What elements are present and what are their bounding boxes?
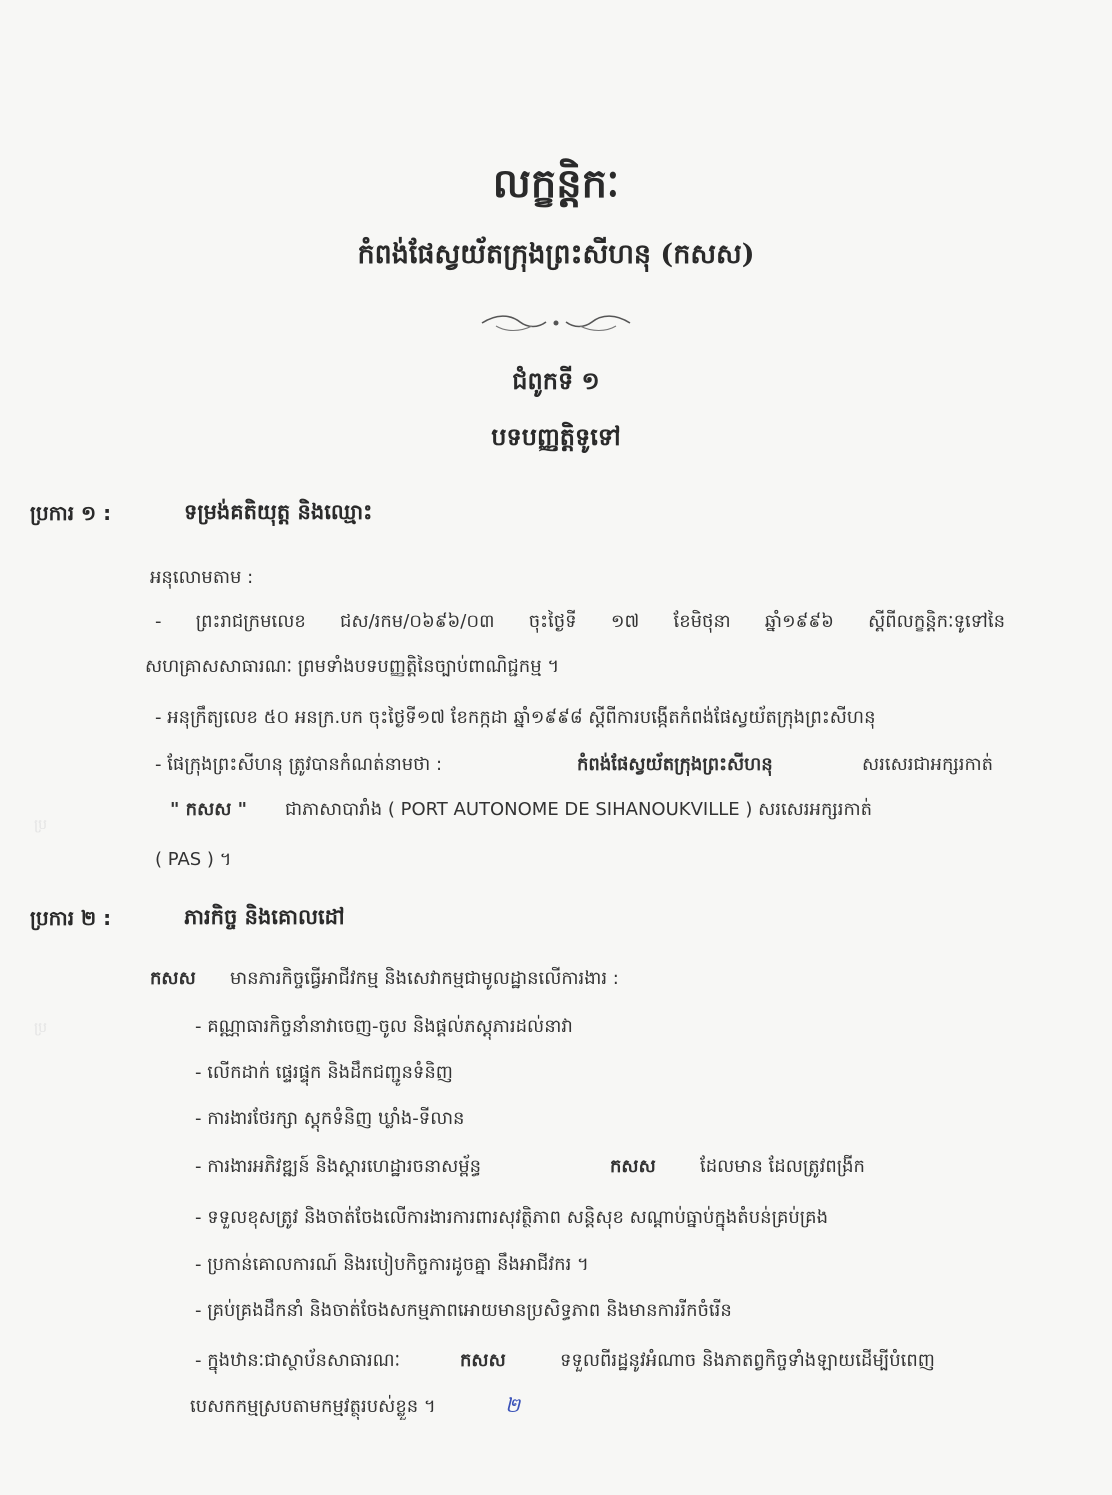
- abbreviation-french: ជាភាសាបារាំង ( PORT AUTONOME DE SIHANOUKVILLE ) សរសេរអក្សរកាត់: [285, 799, 873, 820]
- article-1-item-1-line: - ព្រះរាជក្រមលេខ ជស/រកម/០៦៩៦/០៣ ចុះថ្ងៃទី ១៧ ខែមិថុនា ឆ្នាំ១៩៩៦ ស្តីពីលក្ខន្តិកៈទូទៅនៃ: [155, 611, 1005, 632]
- article-2-item-4-org: កសស: [610, 1156, 656, 1177]
- article-1-naming-prefix: - ផែក្រុងព្រះសីហនុ ត្រូវបានកំណត់នាមថា :: [155, 754, 443, 775]
- article-1-label: ប្រការ ១ :: [30, 501, 112, 525]
- article-2-intro-org: កសស: [150, 968, 196, 989]
- article-2-item-8-line-2: បេសកកម្មស្របតាមកម្មវត្ថុរបស់ខ្លួន ។: [190, 1396, 436, 1417]
- article-1-item-2: - អនុក្រឹត្យលេខ ៥០ អនក្រ.បក ចុះថ្ងៃទី១៧ ខែកក្កដា ឆ្នាំ១៩៩៨ ស្តីពីការបង្កើតកំពង់ផែស្វយ័តក្រុងព្រះសីហនុ: [155, 707, 876, 728]
- bleed-through-mark: ប្រ: [34, 817, 48, 833]
- chapter-title: បទបញ្ញត្តិទូទៅ: [491, 422, 621, 451]
- handwritten-page-number: ២: [505, 1393, 521, 1417]
- article-2-item-4-suffix: ដែលមាន ដែលត្រូវពង្រីក: [700, 1156, 865, 1177]
- article-2-item: - ទទួលខុសត្រូវ និងចាត់ចែងលើការងារការពារសុវត្ថិភាព សន្តិសុខ សណ្តាប់ធ្នាប់ក្នុងតំបន់គ្រប់គ្រង: [195, 1207, 829, 1228]
- bleed-through-mark: ប្រ: [34, 1020, 48, 1036]
- article-2-item-8-suffix: ទទួលពីរដ្ឋនូវអំណាច និងភាតព្វកិច្ចទាំងឡាយដើម្បីបំពេញ: [560, 1350, 935, 1371]
- article-2-item: - គណ្ណាធារកិច្ចនាំនាវាចេញ-ចូល និងផ្តល់ភស្តុភារដល់នាវា: [195, 1016, 573, 1037]
- document-title: លក្ខន្តិកៈ: [492, 160, 620, 207]
- article-2-item: - ការងារថែរក្សា ស្តុកទំនិញ ឃ្លាំង-ទីលាន: [195, 1108, 465, 1129]
- article-1-intro: អនុលោមតាម :: [150, 567, 254, 588]
- article-1-title: ទម្រង់គតិយុត្ត និងឈ្មោះ: [184, 500, 373, 524]
- chapter-number: ជំពូកទី ១: [512, 366, 600, 395]
- article-2-item: - គ្រប់គ្រងដឹកនាំ និងចាត់ចែងសកម្មភាពអោយមានប្រសិទ្ធភាព និងមានការរីកចំរើន: [195, 1300, 732, 1321]
- article-2-item: - លើកដាក់ ផ្ទេរផ្ទុក និងដឹកជញ្ជូនទំនិញ: [195, 1062, 453, 1083]
- abbreviation-pas: ( PAS ) ។: [155, 849, 232, 870]
- document-subtitle: កំពង់ផែស្វយ័តក្រុងព្រះសីហនុ (កសស): [357, 239, 755, 270]
- flourish-icon: [476, 312, 636, 334]
- article-1-naming-suffix: សរសេរជាអក្សរកាត់: [862, 754, 994, 775]
- port-name: កំពង់ផែស្វយ័តក្រុងព្រះសីហនុ: [577, 754, 773, 775]
- article-1-item-1-continued: សហគ្រាសសាធារណៈ ព្រមទាំងបទបញ្ញត្តិនៃច្បាប់ពាណិជ្ជកម្ម ។: [145, 656, 560, 677]
- article-2-item-4-prefix: - ការងារអភិវឌ្ឍន៍ និងស្តារហេដ្ឋារចនាសម្ព័ន្ធ: [195, 1156, 482, 1177]
- article-2-title: ភារកិច្ច និងគោលដៅ: [184, 905, 345, 929]
- article-2-intro-text: មានភារកិច្ចធ្វើអាជីវកម្ម និងសេវាកម្មជាមូលដ្ឋានលើការងារ :: [230, 968, 619, 989]
- ornament-divider-icon: [0, 312, 1112, 338]
- article-2-label: ប្រការ ២ :: [30, 906, 112, 930]
- abbreviation-khmer: " កសស ": [170, 799, 247, 820]
- article-2-item: - ប្រកាន់គោលការណ៍ និងរបៀបកិច្ចការដូចគ្នា នឹងអាជីវករ ។: [195, 1254, 589, 1275]
- article-1-item-1: [155, 609, 1005, 636]
- article-2-item-8-org: កសស: [460, 1350, 506, 1371]
- article-2-item-8-prefix: - ក្នុងឋានៈជាស្ថាប័នសាធារណៈ: [195, 1350, 401, 1371]
